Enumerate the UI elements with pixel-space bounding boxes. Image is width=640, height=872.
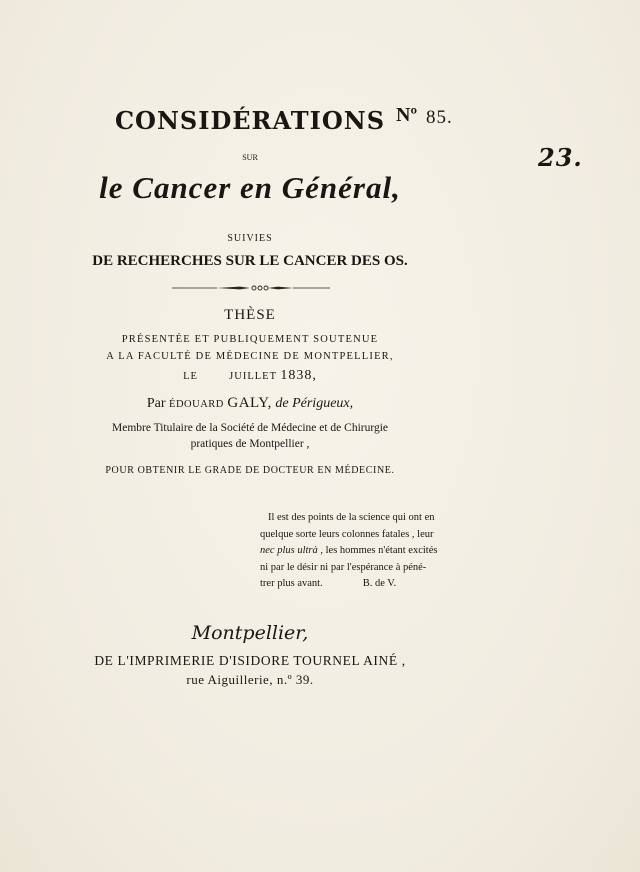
epigraph-line-1: Il est des points de la science qui ont en xyxy=(268,512,435,523)
suivies-label: SUIVIES xyxy=(227,233,273,244)
epigraph-line-3 xyxy=(260,543,438,560)
imprint-place: Montpellier, xyxy=(191,622,309,644)
number-label: Nº xyxy=(396,104,418,126)
epigraph-signature: B. de V. xyxy=(362,578,397,589)
epigraph-line-5-text: trer plus avant. xyxy=(260,578,323,589)
thesis-line-1: PRÉSENTÉE ET PUBLIQUEMENT SOUTENUE xyxy=(121,334,379,345)
date-year: 1838, xyxy=(280,368,317,383)
author-first-name: ÉDOUARD xyxy=(169,399,224,410)
epigraph-line-2: quelque sorte leurs colonnes fatales , leur xyxy=(260,528,434,540)
author-origin: de Périgueux, xyxy=(275,396,354,411)
subtitle: DE RECHERCHES SUR LE CANCER DES OS. xyxy=(92,253,408,269)
author-line xyxy=(0,395,500,412)
date-line xyxy=(0,368,500,384)
number-value: 85. xyxy=(426,107,453,128)
membership-line-2: pratiques de Montpellier , xyxy=(190,438,310,450)
ornamental-rule xyxy=(172,285,330,291)
sur-label: SUR xyxy=(242,153,258,162)
gothic-title: le Cancer en Général, xyxy=(99,170,401,205)
page-title: CONSIDÉRATIONS xyxy=(114,106,386,135)
author-par: Par xyxy=(146,396,166,411)
imprint-printer: DE L'IMPRIMERIE D'ISIDORE TOURNEL AINÉ , xyxy=(94,653,406,668)
author-surname: GALY, xyxy=(227,395,272,411)
these-heading: THÈSE xyxy=(224,307,276,323)
epigraph-line-3-rest: les hommes n'étant excités xyxy=(323,545,438,556)
handwritten-number: 23. xyxy=(538,143,583,172)
degree-purpose: POUR OBTENIR LE GRADE DE DOCTEUR EN MÉDECINE. xyxy=(105,465,395,476)
membership-line-1: Membre Titulaire de la Société de Médecine et de Chirurgie xyxy=(111,422,389,434)
epigraph-latin: nec plus ultrà , xyxy=(260,545,323,556)
date-prefix: LE xyxy=(183,371,198,382)
imprint-address: rue Aiguillerie, n.º 39. xyxy=(186,672,314,687)
epigraph-line-4: ni par le désir ni par l'espérance à péné- xyxy=(260,561,427,573)
epigraph-line-5 xyxy=(260,576,400,593)
thesis-line-2: A LA FACULTÉ DE MÉDECINE DE MONTPELLIER, xyxy=(106,351,394,362)
date-month: JUILLET xyxy=(229,371,277,382)
epigraph xyxy=(260,510,438,593)
